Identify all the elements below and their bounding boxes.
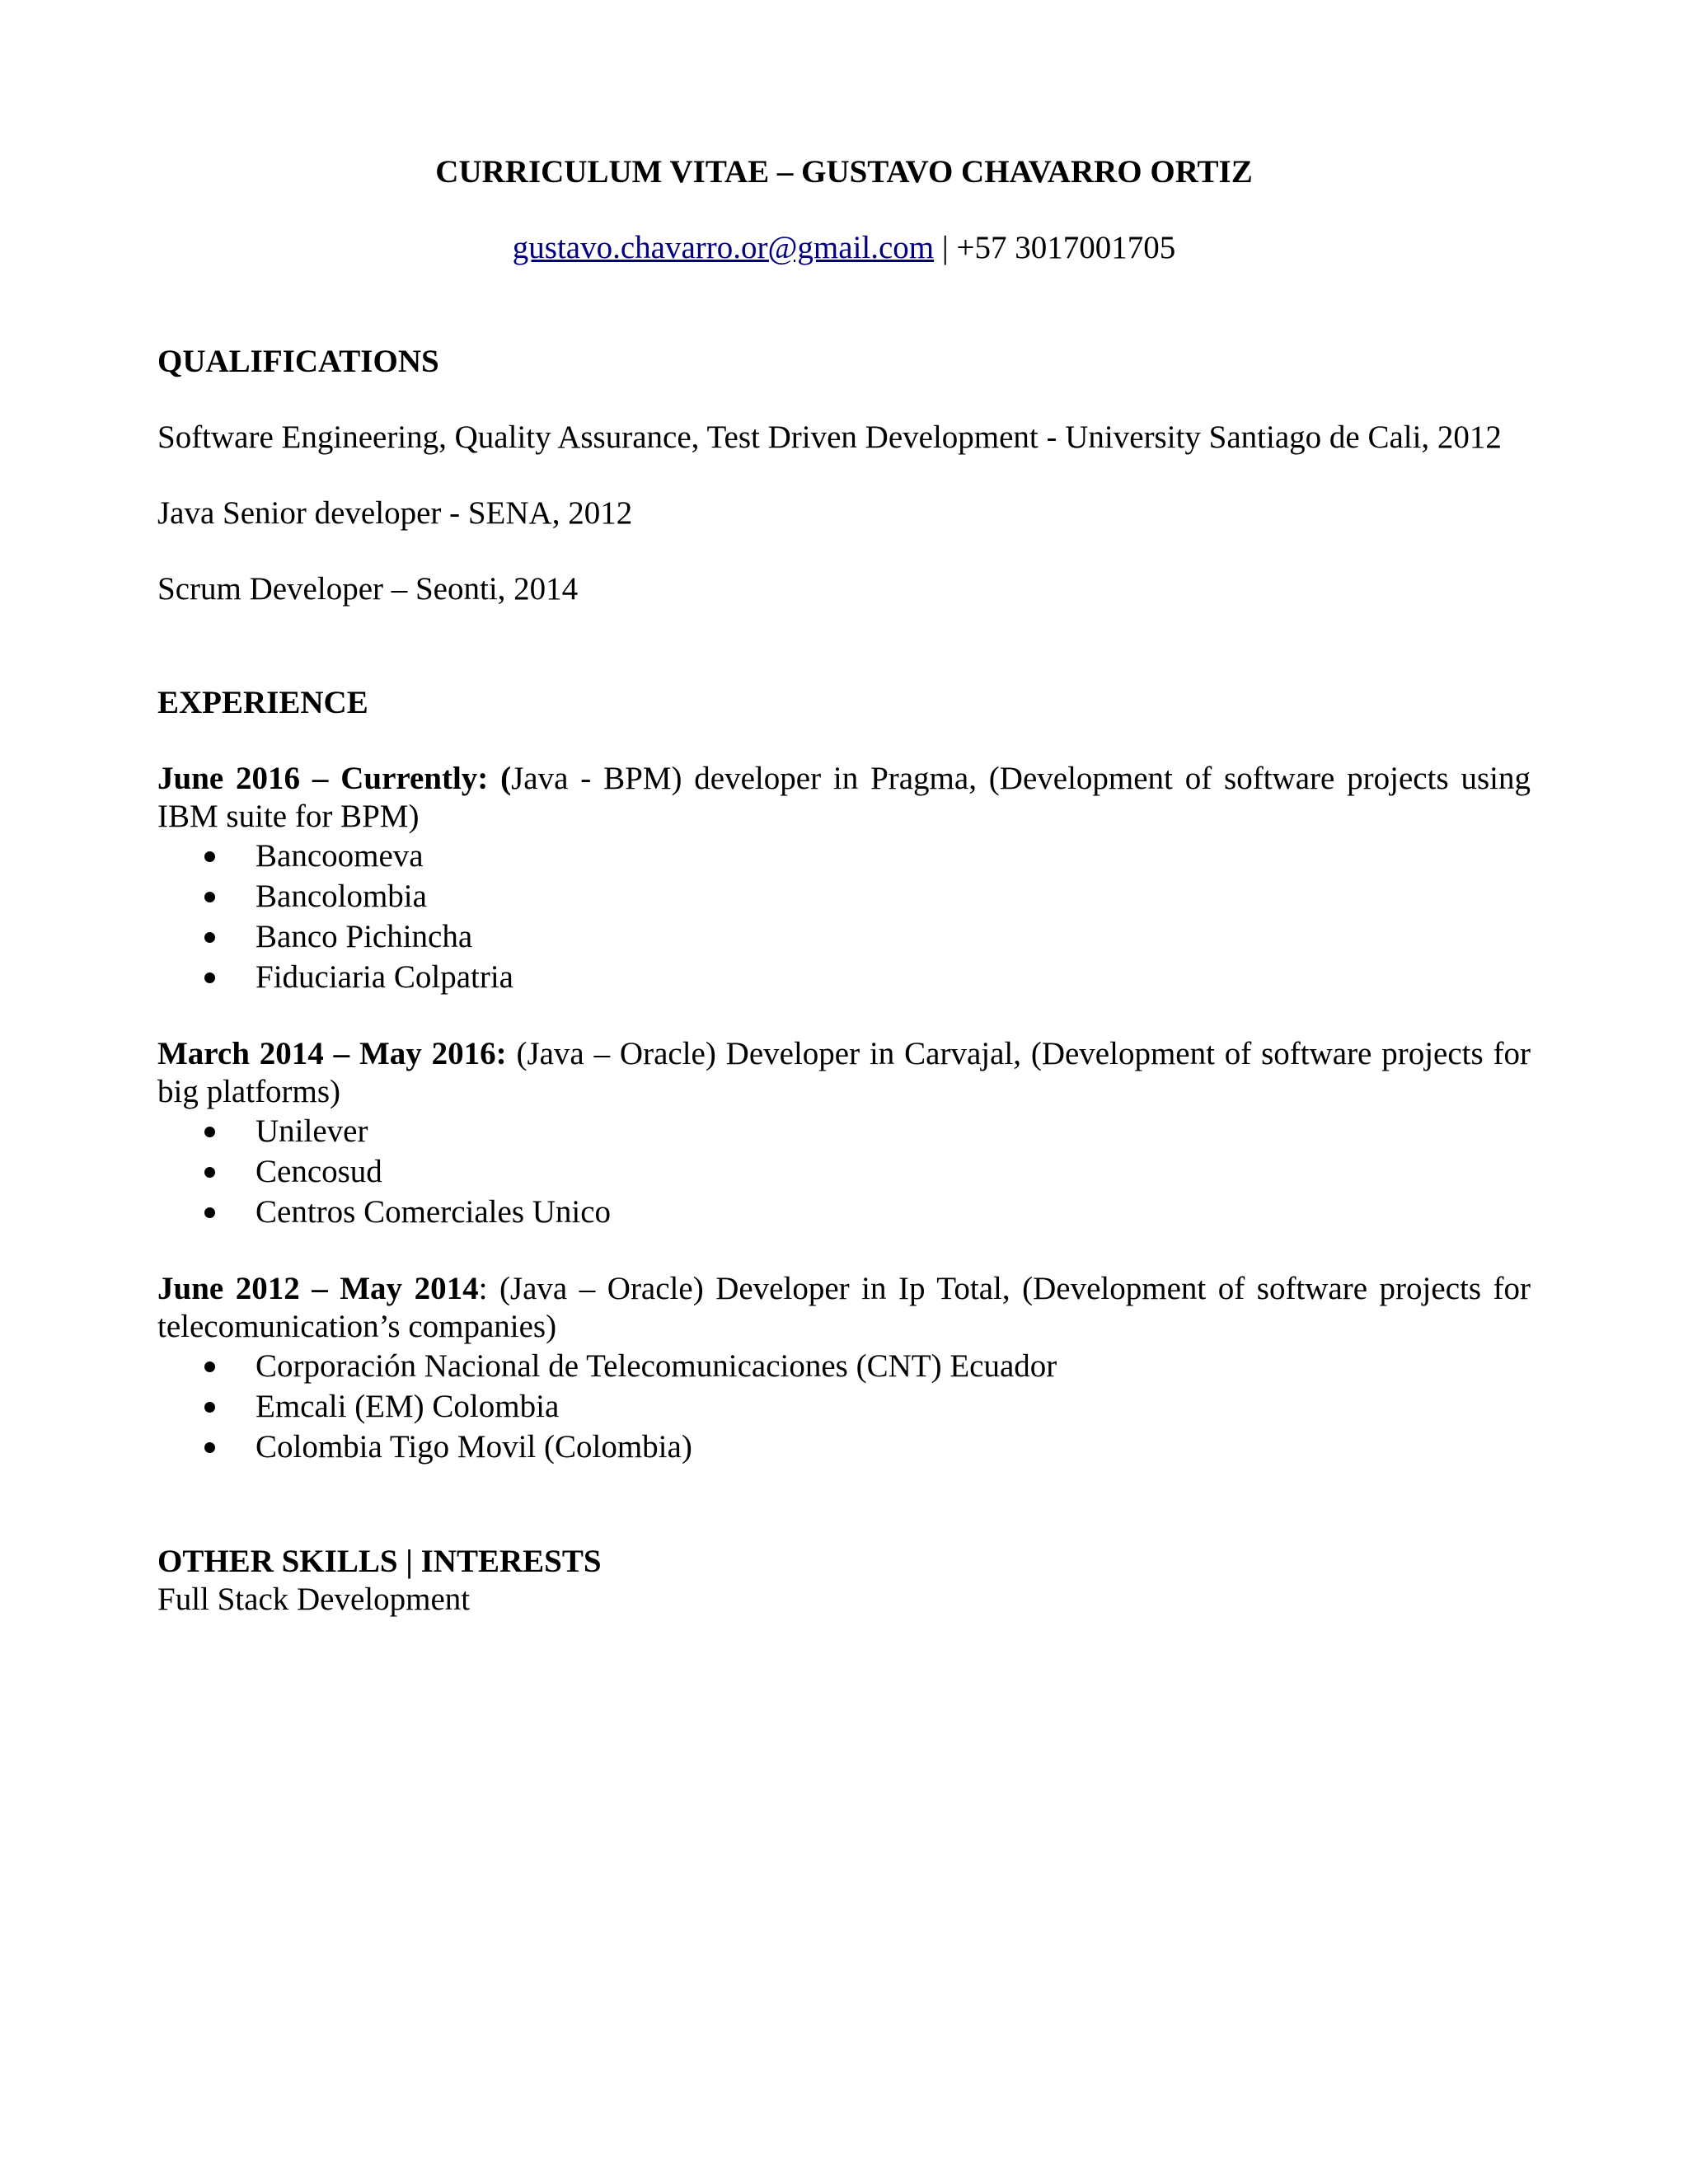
contact-separator: | (934, 230, 957, 265)
job-description: (Java – Oracle) Developer in Carvajal, (Development of software projects for big platforms) (157, 1036, 1531, 1109)
bullet-icon (204, 1127, 215, 1137)
client-item (157, 916, 1531, 957)
client-name: Emcali (EM) Colombia (256, 1389, 560, 1424)
bullet-icon (204, 1167, 215, 1178)
client-item (157, 1386, 1531, 1427)
qualifications-heading: QUALIFICATIONS (157, 344, 439, 379)
client-name: Fiduciaria Colpatria (256, 959, 513, 995)
client-item (157, 1427, 1531, 1467)
client-name: Centros Comerciales Unico (256, 1194, 612, 1230)
client-item (157, 1111, 1531, 1151)
client-name: Unilever (256, 1113, 368, 1149)
job-period: June 2012 – May 2014 (157, 1271, 479, 1306)
phone-number: +57 3017001705 (956, 230, 1176, 265)
client-item (157, 957, 1531, 997)
bullet-icon (204, 1442, 215, 1453)
job-period: June 2016 – Currently: ( (157, 761, 512, 796)
experience-heading: EXPERIENCE (157, 685, 368, 720)
client-list (157, 836, 1531, 997)
job-period: March 2014 – May 2016: (157, 1036, 507, 1071)
client-item (157, 1151, 1531, 1192)
client-name: Corporación Nacional de Telecomunicaciones (CNT) Ecuador (256, 1348, 1057, 1384)
bullet-icon (204, 1402, 215, 1413)
client-name: Bancolombia (256, 879, 427, 914)
other-skills-heading: OTHER SKILLS | INTERESTS (157, 1544, 602, 1579)
bullet-icon (204, 1361, 215, 1372)
client-item (157, 1346, 1531, 1386)
job-entry-pragma (157, 760, 1531, 836)
bullet-icon (204, 1207, 215, 1218)
other-skills-text: Full Stack Development (157, 1582, 471, 1617)
client-name: Banco Pichincha (256, 919, 473, 954)
email-link[interactable]: gustavo.chavarro.or@gmail.com (512, 230, 935, 265)
client-name: Cencosud (256, 1154, 382, 1189)
document-title: CURRICULUM VITAE – GUSTAVO CHAVARRO ORTIZ (435, 154, 1253, 190)
qualification-item: Scrum Developer – Seonti, 2014 (157, 571, 579, 607)
job-description: Java - BPM) developer in Pragma, (Development of software projects using IBM suite for BPM) (157, 761, 1531, 834)
job-entry-ip-total (157, 1270, 1531, 1346)
qualification-item: Java Senior developer - SENA, 2012 (157, 495, 633, 531)
client-name: Bancoomeva (256, 838, 424, 874)
job-entry-carvajal (157, 1035, 1531, 1111)
bullet-icon (204, 892, 215, 902)
bullet-icon (204, 972, 215, 983)
client-list (157, 1111, 1531, 1232)
client-item (157, 1192, 1531, 1232)
bullet-icon (204, 851, 215, 862)
client-item (157, 836, 1531, 876)
qualification-item: Software Engineering, Quality Assurance, Test Driven Development - University Santiago de Cali, 2012 (157, 419, 1502, 455)
document-content (157, 153, 1531, 1619)
client-name: Colombia Tigo Movil (Colombia) (256, 1429, 692, 1465)
bullet-icon (204, 932, 215, 943)
client-item (157, 876, 1531, 916)
job-description: : (Java – Oracle) Developer in Ip Total, (Development of software projects for telecomunication’s companies) (157, 1271, 1531, 1344)
client-list (157, 1346, 1531, 1467)
contact-line (157, 229, 1531, 267)
